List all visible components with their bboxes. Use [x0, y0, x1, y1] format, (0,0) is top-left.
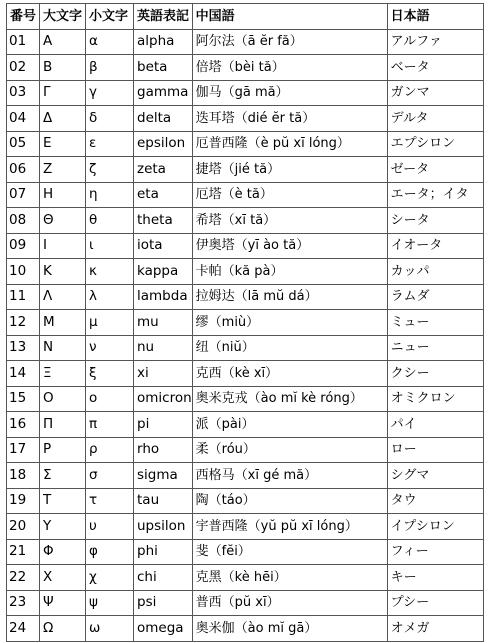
- cell-japanese: オメガ: [387, 616, 483, 642]
- cell-chinese: 捷塔（jié tă）: [192, 157, 387, 183]
- cell-english: nu: [134, 335, 193, 361]
- cell-english: psi: [134, 590, 193, 616]
- cell-chinese: 拉姆达（lā mŭ dá）: [192, 284, 387, 310]
- cell-uppercase: Π: [40, 412, 86, 438]
- cell-uppercase: Ζ: [40, 157, 86, 183]
- cell-chinese: 宇普西隆（yŭ pŭ xī lóng）: [192, 514, 387, 540]
- cell-chinese: 柔（róu）: [192, 437, 387, 463]
- cell-japanese: ロー: [387, 437, 483, 463]
- cell-lowercase: η: [86, 182, 134, 208]
- cell-english: tau: [134, 488, 193, 514]
- table-row: [7, 29, 484, 55]
- cell-japanese: シータ: [387, 208, 483, 234]
- cell-english: omicron: [134, 386, 193, 412]
- cell-japanese: イオータ: [387, 233, 483, 259]
- cell-japanese: ニュー: [387, 335, 483, 361]
- cell-uppercase: Ι: [40, 233, 86, 259]
- cell-english: gamma: [134, 80, 193, 106]
- cell-uppercase: Σ: [40, 463, 86, 489]
- cell-number: 17: [7, 437, 40, 463]
- table-row: [7, 590, 484, 616]
- header-lowercase: 小文字: [86, 4, 134, 30]
- cell-chinese: 伽马（gā mă）: [192, 80, 387, 106]
- cell-lowercase: χ: [86, 565, 134, 591]
- table-row: [7, 106, 484, 132]
- cell-uppercase: Κ: [40, 259, 86, 285]
- cell-chinese: 陶（táo）: [192, 488, 387, 514]
- cell-chinese: 伊奥塔（yī ào tă）: [192, 233, 387, 259]
- cell-uppercase: Φ: [40, 539, 86, 565]
- cell-chinese: 阿尔法（ā ĕr fă）: [192, 29, 387, 55]
- cell-chinese: 希塔（xī tă）: [192, 208, 387, 234]
- table-row: [7, 386, 484, 412]
- table-row: [7, 80, 484, 106]
- table-row: [7, 412, 484, 438]
- cell-lowercase: ι: [86, 233, 134, 259]
- cell-chinese: 缪（miù）: [192, 310, 387, 336]
- cell-japanese: エータ；イタ: [387, 182, 483, 208]
- cell-english: zeta: [134, 157, 193, 183]
- table-row: [7, 55, 484, 81]
- table-row: [7, 463, 484, 489]
- cell-english: mu: [134, 310, 193, 336]
- cell-uppercase: Ε: [40, 131, 86, 157]
- cell-number: 08: [7, 208, 40, 234]
- table-row: [7, 616, 484, 642]
- header-japanese: 日本語: [387, 4, 483, 30]
- cell-english: pi: [134, 412, 193, 438]
- cell-uppercase: Τ: [40, 488, 86, 514]
- table-row: [7, 208, 484, 234]
- cell-japanese: アルファ: [387, 29, 483, 55]
- cell-chinese: 迭耳塔（dié ĕr tă）: [192, 106, 387, 132]
- cell-english: alpha: [134, 29, 193, 55]
- table-row: [7, 361, 484, 387]
- cell-chinese: 派（pài）: [192, 412, 387, 438]
- cell-english: phi: [134, 539, 193, 565]
- cell-lowercase: ν: [86, 335, 134, 361]
- cell-japanese: フィー: [387, 539, 483, 565]
- cell-japanese: パイ: [387, 412, 483, 438]
- cell-uppercase: Ρ: [40, 437, 86, 463]
- cell-japanese: シグマ: [387, 463, 483, 489]
- header-english: 英語表記: [134, 4, 193, 30]
- cell-number: 03: [7, 80, 40, 106]
- cell-uppercase: Ξ: [40, 361, 86, 387]
- cell-japanese: デルタ: [387, 106, 483, 132]
- header-row: [7, 4, 484, 30]
- cell-number: 22: [7, 565, 40, 591]
- table-row: [7, 233, 484, 259]
- cell-number: 21: [7, 539, 40, 565]
- table-row: [7, 565, 484, 591]
- cell-number: 01: [7, 29, 40, 55]
- cell-english: kappa: [134, 259, 193, 285]
- cell-english: epsilon: [134, 131, 193, 157]
- cell-lowercase: δ: [86, 106, 134, 132]
- cell-lowercase: κ: [86, 259, 134, 285]
- cell-number: 07: [7, 182, 40, 208]
- cell-number: 19: [7, 488, 40, 514]
- cell-lowercase: μ: [86, 310, 134, 336]
- cell-lowercase: ξ: [86, 361, 134, 387]
- cell-number: 13: [7, 335, 40, 361]
- greek-alphabet-table: [6, 3, 484, 642]
- cell-lowercase: ο: [86, 386, 134, 412]
- cell-japanese: オミクロン: [387, 386, 483, 412]
- cell-chinese: 西格马（xī gé mă）: [192, 463, 387, 489]
- cell-japanese: ミュー: [387, 310, 483, 336]
- cell-uppercase: Ω: [40, 616, 86, 642]
- cell-chinese: 倍塔（bèi tă）: [192, 55, 387, 81]
- cell-uppercase: Α: [40, 29, 86, 55]
- cell-uppercase: Β: [40, 55, 86, 81]
- cell-lowercase: ω: [86, 616, 134, 642]
- cell-number: 20: [7, 514, 40, 540]
- cell-lowercase: υ: [86, 514, 134, 540]
- cell-number: 05: [7, 131, 40, 157]
- table-row: [7, 131, 484, 157]
- cell-uppercase: Θ: [40, 208, 86, 234]
- cell-lowercase: γ: [86, 80, 134, 106]
- cell-japanese: エプシロン: [387, 131, 483, 157]
- cell-english: upsilon: [134, 514, 193, 540]
- cell-chinese: 克西（kè xī）: [192, 361, 387, 387]
- cell-japanese: ゼータ: [387, 157, 483, 183]
- cell-number: 18: [7, 463, 40, 489]
- cell-number: 11: [7, 284, 40, 310]
- cell-lowercase: σ: [86, 463, 134, 489]
- table-row: [7, 259, 484, 285]
- cell-english: theta: [134, 208, 193, 234]
- cell-uppercase: Ν: [40, 335, 86, 361]
- cell-japanese: ガンマ: [387, 80, 483, 106]
- cell-japanese: ベータ: [387, 55, 483, 81]
- cell-japanese: クシー: [387, 361, 483, 387]
- cell-uppercase: Δ: [40, 106, 86, 132]
- cell-lowercase: λ: [86, 284, 134, 310]
- cell-chinese: 奥米克戎（ào mĭ kè róng）: [192, 386, 387, 412]
- cell-number: 23: [7, 590, 40, 616]
- header-uppercase: 大文字: [40, 4, 86, 30]
- cell-uppercase: Γ: [40, 80, 86, 106]
- cell-uppercase: Η: [40, 182, 86, 208]
- cell-japanese: ラムダ: [387, 284, 483, 310]
- cell-number: 14: [7, 361, 40, 387]
- header-chinese: 中国語: [192, 4, 387, 30]
- cell-chinese: 克黑（kè hēi）: [192, 565, 387, 591]
- cell-number: 09: [7, 233, 40, 259]
- cell-number: 24: [7, 616, 40, 642]
- cell-lowercase: ρ: [86, 437, 134, 463]
- table-row: [7, 284, 484, 310]
- cell-chinese: 卡帕（kă pà）: [192, 259, 387, 285]
- cell-english: lambda: [134, 284, 193, 310]
- table-row: [7, 539, 484, 565]
- table-row: [7, 182, 484, 208]
- cell-japanese: プシー: [387, 590, 483, 616]
- cell-chinese: 厄塔（è tă）: [192, 182, 387, 208]
- cell-uppercase: Υ: [40, 514, 86, 540]
- cell-english: omega: [134, 616, 193, 642]
- cell-lowercase: π: [86, 412, 134, 438]
- cell-japanese: カッパ: [387, 259, 483, 285]
- cell-lowercase: θ: [86, 208, 134, 234]
- cell-japanese: イプシロン: [387, 514, 483, 540]
- table-row: [7, 488, 484, 514]
- cell-uppercase: Ψ: [40, 590, 86, 616]
- cell-english: xi: [134, 361, 193, 387]
- cell-chinese: 纽（niŭ）: [192, 335, 387, 361]
- cell-lowercase: α: [86, 29, 134, 55]
- header-number: 番号: [7, 4, 40, 30]
- cell-english: delta: [134, 106, 193, 132]
- cell-uppercase: Χ: [40, 565, 86, 591]
- table-row: [7, 157, 484, 183]
- cell-number: 06: [7, 157, 40, 183]
- cell-japanese: タウ: [387, 488, 483, 514]
- cell-number: 16: [7, 412, 40, 438]
- cell-chinese: 奥米伽（ào mĭ gā）: [192, 616, 387, 642]
- cell-english: sigma: [134, 463, 193, 489]
- cell-number: 12: [7, 310, 40, 336]
- cell-english: iota: [134, 233, 193, 259]
- cell-english: chi: [134, 565, 193, 591]
- cell-english: rho: [134, 437, 193, 463]
- cell-number: 02: [7, 55, 40, 81]
- table-row: [7, 335, 484, 361]
- cell-lowercase: ζ: [86, 157, 134, 183]
- cell-lowercase: β: [86, 55, 134, 81]
- cell-english: beta: [134, 55, 193, 81]
- table-row: [7, 437, 484, 463]
- cell-uppercase: Λ: [40, 284, 86, 310]
- cell-number: 04: [7, 106, 40, 132]
- table-row: [7, 514, 484, 540]
- cell-uppercase: Ο: [40, 386, 86, 412]
- table-row: [7, 310, 484, 336]
- cell-japanese: キー: [387, 565, 483, 591]
- cell-chinese: 普西（pŭ xī）: [192, 590, 387, 616]
- cell-lowercase: τ: [86, 488, 134, 514]
- cell-number: 15: [7, 386, 40, 412]
- cell-lowercase: ψ: [86, 590, 134, 616]
- cell-english: eta: [134, 182, 193, 208]
- cell-lowercase: ε: [86, 131, 134, 157]
- cell-chinese: 斐（fĕi）: [192, 539, 387, 565]
- cell-chinese: 厄普西隆（è pŭ xī lóng）: [192, 131, 387, 157]
- cell-lowercase: φ: [86, 539, 134, 565]
- cell-uppercase: Μ: [40, 310, 86, 336]
- cell-number: 10: [7, 259, 40, 285]
